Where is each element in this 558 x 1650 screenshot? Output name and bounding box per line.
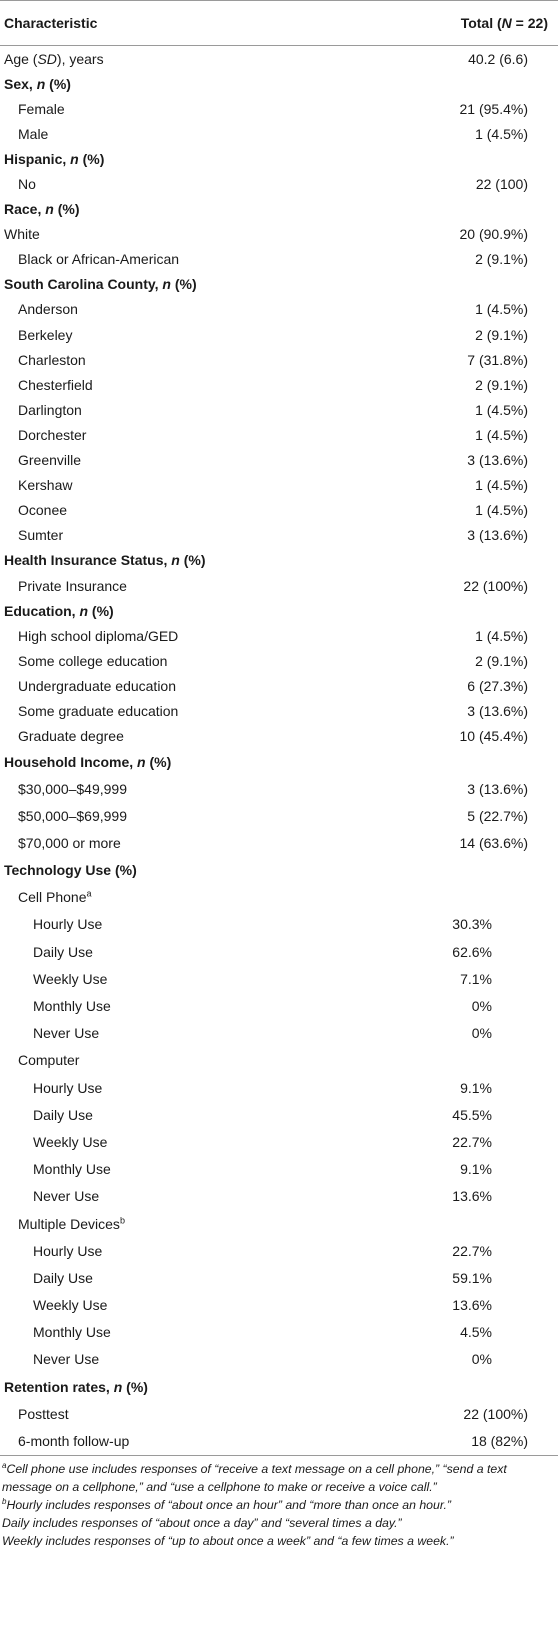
table-row bbox=[0, 1346, 558, 1373]
label-text: Berkeley bbox=[18, 326, 73, 343]
row-value: 22.7% bbox=[452, 1242, 492, 1259]
table-row bbox=[0, 829, 558, 856]
label-text: Dorchester bbox=[18, 426, 87, 443]
row-value: 7.1% bbox=[460, 970, 492, 987]
section-label bbox=[0, 146, 400, 171]
row-label bbox=[0, 1264, 400, 1291]
label-text: Undergraduate education bbox=[18, 677, 177, 694]
label-text: n bbox=[70, 150, 79, 167]
row-value: 1 (4.5%) bbox=[475, 502, 528, 519]
row-label bbox=[0, 46, 400, 72]
row-value: 13.6% bbox=[452, 1188, 492, 1205]
section-header-row bbox=[0, 71, 558, 96]
label-text: Sumter bbox=[18, 527, 64, 544]
table-row bbox=[0, 498, 558, 523]
section-header-row bbox=[0, 749, 558, 775]
label-text: SD bbox=[37, 50, 57, 67]
table-row bbox=[0, 448, 558, 473]
row-value: 1 (4.5%) bbox=[475, 401, 528, 418]
table-row bbox=[0, 1319, 558, 1346]
label-text: Daily Use bbox=[33, 943, 93, 960]
row-label bbox=[0, 498, 400, 523]
row-label bbox=[0, 297, 400, 322]
label-text: $50,000–$69,999 bbox=[18, 807, 127, 824]
row-value: 0% bbox=[471, 1025, 492, 1042]
label-text: (%) bbox=[179, 552, 206, 569]
table-row bbox=[0, 473, 558, 498]
row-label bbox=[0, 372, 400, 397]
row-value: 9.1% bbox=[460, 1161, 492, 1178]
header-total-n: N bbox=[501, 15, 512, 31]
section-label bbox=[0, 749, 400, 775]
label-text: Greenville bbox=[18, 452, 82, 469]
label-text: Posttest bbox=[18, 1405, 69, 1422]
row-label bbox=[0, 1291, 400, 1318]
table-row bbox=[0, 1183, 558, 1210]
table-row bbox=[0, 171, 558, 196]
row-label bbox=[0, 1183, 400, 1210]
row-label bbox=[0, 648, 400, 673]
table-row bbox=[0, 1101, 558, 1128]
table-row bbox=[0, 422, 558, 447]
section-label bbox=[0, 1373, 400, 1400]
row-label bbox=[0, 1047, 400, 1074]
label-text: Daily Use bbox=[33, 1106, 93, 1123]
row-label bbox=[0, 1400, 400, 1427]
label-text: Some graduate education bbox=[18, 702, 179, 719]
table-row bbox=[0, 121, 558, 146]
label-text: Darlington bbox=[18, 401, 82, 418]
label-text: $30,000–$49,999 bbox=[18, 780, 127, 797]
row-value: 1 (4.5%) bbox=[475, 627, 528, 644]
row-value: 22 (100%) bbox=[463, 577, 528, 594]
table-row bbox=[0, 623, 558, 648]
row-label bbox=[0, 992, 400, 1019]
label-text: Oconee bbox=[18, 502, 68, 519]
label-text: Weekly Use bbox=[33, 1133, 108, 1150]
label-text: (%) bbox=[45, 75, 71, 92]
label-text: n bbox=[162, 276, 171, 293]
row-value: 2 (9.1%) bbox=[475, 376, 528, 393]
row-label bbox=[0, 775, 400, 802]
table-row bbox=[0, 1047, 558, 1074]
row-value: 22 (100) bbox=[475, 176, 528, 193]
label-text: n bbox=[113, 1378, 123, 1395]
row-label bbox=[0, 802, 400, 829]
label-text: Hispanic, bbox=[4, 150, 71, 167]
section-header-row bbox=[0, 146, 558, 171]
section-label bbox=[0, 272, 400, 297]
label-text: (%) bbox=[170, 276, 197, 293]
table-row bbox=[0, 992, 558, 1019]
row-value bbox=[400, 548, 558, 573]
label-text: (%) bbox=[122, 1378, 148, 1395]
row-value: 1 (4.5%) bbox=[475, 477, 528, 494]
row-label bbox=[0, 322, 400, 347]
row-value bbox=[400, 197, 558, 222]
row-label bbox=[0, 884, 400, 911]
label-text: Male bbox=[18, 125, 49, 142]
row-label bbox=[0, 171, 400, 196]
label-text: Never Use bbox=[33, 1025, 100, 1042]
table-row bbox=[0, 1264, 558, 1291]
header-total-suffix: = 22) bbox=[511, 15, 548, 31]
section-header-row bbox=[0, 548, 558, 573]
row-label bbox=[0, 965, 400, 992]
row-label bbox=[0, 1346, 400, 1373]
row-value: 20 (90.9%) bbox=[459, 226, 528, 243]
row-label bbox=[0, 829, 400, 856]
row-label bbox=[0, 1020, 400, 1047]
row-value: 18 (82%) bbox=[400, 1427, 558, 1455]
row-label bbox=[0, 473, 400, 498]
table-body bbox=[0, 46, 558, 1456]
label-text: 6-month follow-up bbox=[18, 1433, 130, 1450]
section-header-row bbox=[0, 856, 558, 883]
row-value: 4.5% bbox=[460, 1324, 492, 1341]
table-header-row bbox=[0, 1, 558, 46]
table-row bbox=[0, 911, 558, 938]
label-text: n bbox=[171, 552, 180, 569]
footnote-marker: b bbox=[2, 1496, 7, 1506]
label-text: (%) bbox=[78, 150, 105, 167]
row-label bbox=[0, 1074, 400, 1101]
label-text: Retention rates, bbox=[4, 1378, 114, 1395]
label-text: No bbox=[18, 176, 36, 193]
label-text: Charleston bbox=[18, 351, 86, 368]
header-total bbox=[400, 1, 558, 46]
label-text: n bbox=[45, 201, 54, 218]
label-text: South Carolina County, bbox=[4, 276, 163, 293]
row-value bbox=[400, 598, 558, 623]
label-text: n bbox=[36, 75, 46, 92]
label-text: High school diploma/GED bbox=[18, 627, 179, 644]
label-text: Never Use bbox=[33, 1351, 100, 1368]
label-text: Black or African-American bbox=[18, 251, 180, 268]
table-row bbox=[0, 322, 558, 347]
row-label bbox=[0, 96, 400, 121]
row-value: 21 (95.4%) bbox=[459, 100, 528, 117]
header-total-prefix: Total ( bbox=[460, 15, 502, 31]
row-value: 40.2 (6.6) bbox=[468, 50, 528, 67]
label-text: Sex, bbox=[4, 75, 37, 92]
label-text: Female bbox=[18, 100, 65, 117]
label-text: Education, bbox=[4, 602, 80, 619]
footnote bbox=[2, 1460, 558, 1496]
table-row bbox=[0, 724, 558, 749]
label-text: Chesterfield bbox=[18, 376, 93, 393]
table-row bbox=[0, 397, 558, 422]
table-row bbox=[0, 698, 558, 723]
table-row bbox=[0, 1128, 558, 1155]
row-value bbox=[400, 71, 558, 96]
row-value: 7 (31.8%) bbox=[467, 351, 528, 368]
table-row bbox=[0, 1020, 558, 1047]
row-label bbox=[0, 247, 400, 272]
label-text: Some college education bbox=[18, 652, 168, 669]
row-value: 0% bbox=[471, 1351, 492, 1368]
table-row bbox=[0, 775, 558, 802]
label-text: Monthly Use bbox=[33, 1324, 111, 1341]
label-text: Household Income, bbox=[4, 753, 138, 770]
row-value: 1 (4.5%) bbox=[475, 301, 528, 318]
row-label bbox=[0, 724, 400, 749]
row-value: 0% bbox=[471, 998, 492, 1015]
table-row bbox=[0, 247, 558, 272]
table-row bbox=[0, 1210, 558, 1237]
row-value: 22.7% bbox=[452, 1133, 492, 1150]
label-text: Cell Phone bbox=[18, 889, 87, 906]
table-row bbox=[0, 1427, 558, 1455]
table-row bbox=[0, 347, 558, 372]
section-label bbox=[0, 71, 400, 96]
label-text: Daily Use bbox=[33, 1269, 93, 1286]
section-label bbox=[0, 856, 400, 883]
table-row bbox=[0, 1074, 558, 1101]
row-value: 9.1% bbox=[460, 1079, 492, 1096]
row-label bbox=[0, 698, 400, 723]
row-value: 22 (100%) bbox=[463, 1405, 528, 1422]
label-text: Multiple Devices bbox=[18, 1215, 120, 1232]
row-label bbox=[0, 222, 400, 247]
section-header-row bbox=[0, 272, 558, 297]
label-text: Private Insurance bbox=[18, 577, 127, 594]
row-label bbox=[0, 523, 400, 548]
footnote bbox=[2, 1514, 558, 1532]
row-value: 1 (4.5%) bbox=[475, 426, 528, 443]
row-label bbox=[0, 1210, 400, 1237]
label-text: Computer bbox=[18, 1052, 80, 1069]
row-value: 3 (13.6%) bbox=[467, 780, 528, 797]
section-header-row bbox=[0, 197, 558, 222]
row-label bbox=[0, 673, 400, 698]
row-label bbox=[0, 422, 400, 447]
row-label bbox=[0, 911, 400, 938]
row-value bbox=[400, 272, 558, 297]
row-value: 6 (27.3%) bbox=[467, 677, 528, 694]
label-text: Health Insurance Status, bbox=[4, 552, 172, 569]
label-text: White bbox=[4, 226, 40, 243]
row-value: 3 (13.6%) bbox=[467, 452, 528, 469]
label-text: ), years bbox=[56, 50, 104, 67]
row-label bbox=[0, 1237, 400, 1264]
footnote-text: Daily includes responses of “about once a day” and “several times a day.” bbox=[2, 1515, 402, 1530]
label-text: Monthly Use bbox=[33, 1161, 111, 1178]
footnote-marker: a bbox=[2, 1460, 7, 1470]
table-row bbox=[0, 523, 558, 548]
row-label bbox=[0, 938, 400, 965]
label-text: Kershaw bbox=[18, 477, 73, 494]
label-text: Graduate degree bbox=[18, 728, 124, 745]
label-text: (%) bbox=[145, 753, 172, 770]
row-value: 14 (63.6%) bbox=[459, 834, 528, 851]
label-text: (%) bbox=[53, 201, 80, 218]
label-text: Anderson bbox=[18, 301, 78, 318]
row-value bbox=[400, 1210, 558, 1237]
row-label bbox=[0, 397, 400, 422]
row-label bbox=[0, 1101, 400, 1128]
table-row bbox=[0, 1400, 558, 1427]
row-value: 2 (9.1%) bbox=[475, 326, 528, 343]
label-text: n bbox=[137, 753, 146, 770]
row-value: 13.6% bbox=[452, 1297, 492, 1314]
label-text: Weekly Use bbox=[33, 970, 108, 987]
row-value: 30.3% bbox=[452, 916, 492, 933]
row-value: 5 (22.7%) bbox=[467, 807, 528, 824]
section-label bbox=[0, 197, 400, 222]
footnote-text: Weekly includes responses of “up to about once a week” and “a few times a week.” bbox=[2, 1533, 454, 1548]
table-row bbox=[0, 884, 558, 911]
table-row bbox=[0, 938, 558, 965]
section-header-row bbox=[0, 598, 558, 623]
row-value: 3 (13.6%) bbox=[467, 702, 528, 719]
row-label bbox=[0, 623, 400, 648]
table-row bbox=[0, 1291, 558, 1318]
row-value bbox=[400, 1373, 558, 1400]
table-row bbox=[0, 802, 558, 829]
label-text: Race, bbox=[4, 201, 46, 218]
footnote-text: Hourly includes responses of “about once an hour” and “more than once an hour.” bbox=[6, 1497, 451, 1512]
label-text: Age ( bbox=[4, 50, 38, 67]
footnote-marker: b bbox=[119, 1214, 125, 1225]
table-row bbox=[0, 673, 558, 698]
footnote-text: Cell phone use includes responses of “receive a text message on a cell phone,” “send a text message on a cellphone,” and “use a cellphone to make or receive a voice call.” bbox=[2, 1461, 507, 1494]
table-row bbox=[0, 648, 558, 673]
header-characteristic: Characteristic bbox=[0, 1, 400, 46]
row-value: 59.1% bbox=[452, 1269, 492, 1286]
row-value: 2 (9.1%) bbox=[475, 251, 528, 268]
section-label bbox=[0, 598, 400, 623]
row-value: 1 (4.5%) bbox=[475, 125, 528, 142]
row-label bbox=[0, 347, 400, 372]
row-value: 45.5% bbox=[452, 1106, 492, 1123]
row-label bbox=[0, 448, 400, 473]
table-row bbox=[0, 46, 558, 72]
label-text: (%) bbox=[88, 602, 114, 619]
footnote-marker: a bbox=[86, 888, 92, 899]
row-value: 10 (45.4%) bbox=[459, 728, 528, 745]
footnote bbox=[2, 1496, 558, 1514]
row-label bbox=[0, 1319, 400, 1346]
footnote bbox=[2, 1532, 558, 1550]
row-value bbox=[400, 146, 558, 171]
label-text: Hourly Use bbox=[33, 916, 103, 933]
row-label bbox=[0, 1156, 400, 1183]
table-row bbox=[0, 297, 558, 322]
label-text: Hourly Use bbox=[33, 1079, 103, 1096]
label-text: Technology Use (%) bbox=[4, 862, 137, 879]
table-row bbox=[0, 372, 558, 397]
row-label bbox=[0, 121, 400, 146]
label-text: $70,000 or more bbox=[18, 834, 121, 851]
row-value: 62.6% bbox=[452, 943, 492, 960]
label-text: n bbox=[79, 602, 89, 619]
table-row bbox=[0, 965, 558, 992]
row-label bbox=[0, 1427, 400, 1455]
table-row bbox=[0, 96, 558, 121]
row-value bbox=[400, 884, 558, 911]
table-row bbox=[0, 573, 558, 598]
section-label bbox=[0, 548, 400, 573]
row-value: 2 (9.1%) bbox=[475, 652, 528, 669]
label-text: Never Use bbox=[33, 1188, 100, 1205]
row-label bbox=[0, 573, 400, 598]
row-value bbox=[400, 1047, 558, 1074]
section-header-row bbox=[0, 1373, 558, 1400]
row-value bbox=[400, 856, 558, 883]
row-label bbox=[0, 1128, 400, 1155]
row-value: 3 (13.6%) bbox=[467, 527, 528, 544]
label-text: Weekly Use bbox=[33, 1297, 108, 1314]
row-value bbox=[400, 749, 558, 775]
table-row bbox=[0, 222, 558, 247]
table-row bbox=[0, 1156, 558, 1183]
label-text: Monthly Use bbox=[33, 998, 111, 1015]
label-text: Hourly Use bbox=[33, 1242, 103, 1259]
table-footnotes bbox=[0, 1460, 558, 1550]
table-row bbox=[0, 1237, 558, 1264]
